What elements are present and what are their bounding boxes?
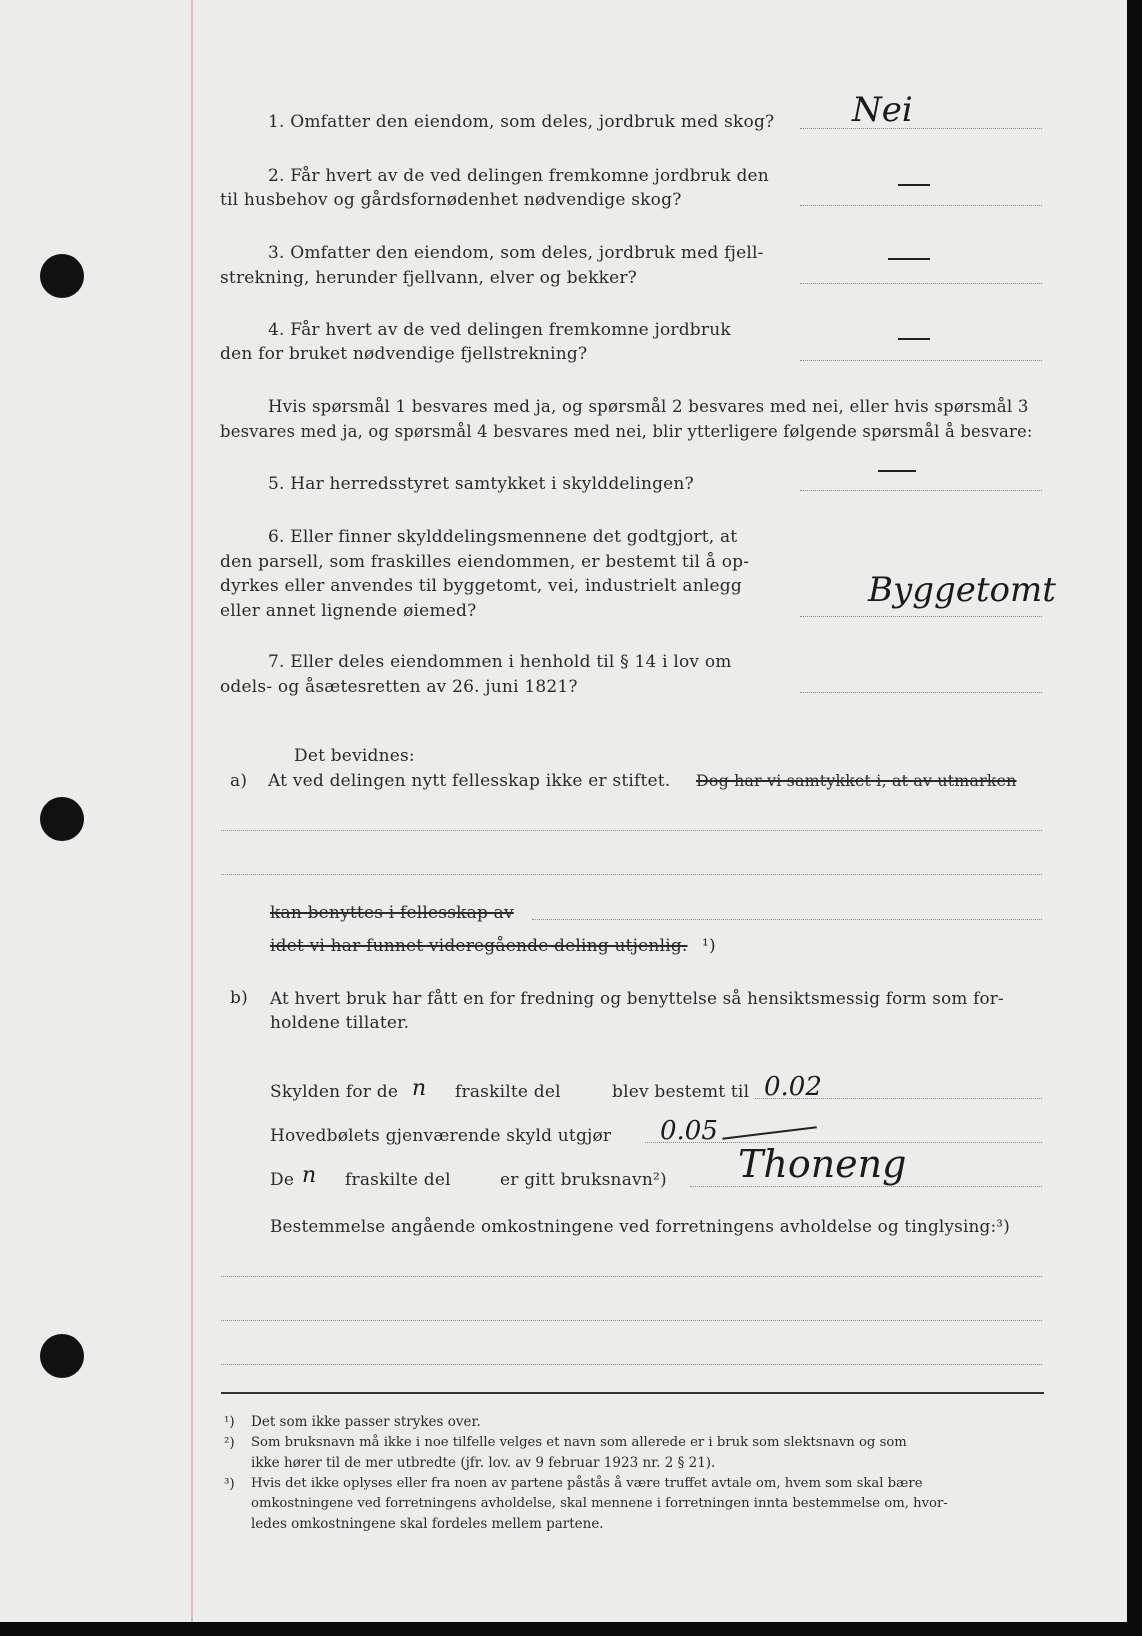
answer-dash — [898, 338, 930, 340]
attest-a-text: At ved delingen nytt fellesskap ikke er stiftet. — [268, 771, 671, 791]
skyld-label-a: Skylden for de — [270, 1082, 399, 1102]
attest-a-label: a) — [230, 771, 248, 791]
footnote-3-line-3: ledes omkostningene skal fordeles mellem partene. — [251, 1516, 604, 1532]
skyld-value: 0.02 — [764, 1072, 822, 1102]
bruksnavn-handwritten-n: n — [302, 1163, 317, 1188]
answer-dash — [878, 470, 916, 472]
margin-line — [191, 0, 193, 1622]
question-2-line-2: til husbehov og gårdsfornødenhet nødvendige skog? — [220, 190, 682, 210]
attest-a-struck-3: idet vi har funnet videregående deling utjenlig. — [270, 936, 688, 956]
answer-line — [800, 128, 1042, 129]
blank-line — [532, 919, 1042, 920]
answer-line — [800, 360, 1042, 361]
footnote-2-line-2: ikke hører til de mer utbredte (jfr. lov. av 9 februar 1923 nr. 2 § 21). — [251, 1455, 716, 1471]
footnote-1: Det som ikke passer strykes over. — [251, 1414, 481, 1430]
question-1: 1. Omfatter den eiendom, som deles, jordbruk med skog? — [268, 112, 775, 132]
question-3-line-2: strekning, herunder fjellvann, elver og bekker? — [220, 268, 637, 288]
field-line — [690, 1186, 1042, 1187]
answer-dash — [888, 258, 930, 260]
footnote-3-line-2: omkostningene ved forretningens avholdelse, skal mennene i forretningen innta bestemmelse om, hvor- — [251, 1496, 948, 1511]
question-7-line-1: 7. Eller deles eiendommen i henhold til § 14 i lov om — [268, 652, 732, 672]
attest-heading: Det bevidnes: — [294, 746, 415, 766]
footnote-3-mark: ³) — [224, 1476, 235, 1492]
question-2-line-1: 2. Får hvert av de ved delingen fremkomne jordbruk den — [268, 166, 769, 186]
footnote-3-line-1: Hvis det ikke oplyses eller fra noen av partene påstås å være truffet avtale om, hvem som skal bære — [251, 1476, 923, 1491]
attest-b-line-1: At hvert bruk har fått en for fredning og benyttelse så hensiktsmessig form som for- — [270, 988, 1004, 1008]
question-6-line-2: den parsell, som fraskilles eiendommen, er bestemt til å op- — [220, 552, 750, 572]
blank-line — [221, 830, 1042, 831]
answer-line — [800, 283, 1042, 284]
attest-a-struck: Dog har vi samtykket i, at av utmarken — [696, 771, 1017, 790]
omkostninger-label: Bestemmelse angående omkostningene ved forretningens avholdelse og tinglysing:³) — [270, 1216, 1010, 1236]
condition-line-1: Hvis spørsmål 1 besvares med ja, og spørsmål 2 besvares med nei, eller hvis spørsmål 3 — [268, 397, 1029, 416]
footnote-1-mark: ¹) — [224, 1414, 235, 1430]
footnote-ref: ¹) — [702, 936, 716, 956]
answer-dash — [898, 184, 930, 186]
blank-line — [221, 1320, 1042, 1321]
question-6-line-3: dyrkes eller anvendes til byggetomt, vei, industrielt anlegg — [220, 576, 742, 596]
blank-line — [221, 1276, 1042, 1277]
hovedbol-flourish — [722, 1126, 816, 1139]
question-6-answer: Byggetomt — [868, 570, 1056, 610]
hovedbol-label: Hovedbølets gjenværende skyld utgjør — [270, 1126, 612, 1146]
skyld-label-c: blev bestemt til — [612, 1082, 750, 1102]
punch-hole — [40, 254, 84, 298]
answer-line — [800, 616, 1042, 617]
skyld-label-b: fraskilte del — [455, 1082, 561, 1102]
question-5: 5. Har herredsstyret samtykket i skylddelingen? — [268, 474, 694, 494]
footnote-divider — [221, 1392, 1044, 1394]
footnote-2-mark: ²) — [224, 1435, 235, 1451]
punch-hole — [40, 797, 84, 841]
question-4-line-2: den for bruket nødvendige fjellstrekning? — [220, 344, 588, 364]
footnote-2-line-1: Som bruksnavn må ikke i noe tilfelle velges et navn som allerede er i bruk som slektsnavn og som — [251, 1435, 907, 1450]
attest-b-line-2: holdene tillater. — [270, 1013, 410, 1033]
bruksnavn-label-b: fraskilte del — [345, 1170, 451, 1190]
question-3-line-1: 3. Omfatter den eiendom, som deles, jordbruk med fjell- — [268, 243, 764, 263]
attest-a-struck-2: kan benyttes i fellesskap av — [270, 903, 514, 923]
condition-line-2: besvares med ja, og spørsmål 4 besvares med nei, blir ytterligere følgende spørsmål å besvare: — [220, 422, 1033, 441]
question-7-line-2: odels- og åsætesretten av 26. juni 1821? — [220, 677, 578, 697]
attest-b-label: b) — [230, 988, 248, 1008]
hovedbol-value: 0.05 — [660, 1116, 718, 1146]
blank-line — [221, 1364, 1042, 1365]
answer-line — [800, 692, 1042, 693]
bruksnavn-label-c: er gitt bruksnavn²) — [500, 1170, 667, 1190]
answer-line — [800, 490, 1042, 491]
question-1-answer: Nei — [852, 90, 913, 130]
bruksnavn-label-a: De — [270, 1170, 295, 1190]
skyld-handwritten-n: n — [412, 1076, 427, 1101]
punch-hole — [40, 1334, 84, 1378]
question-6-line-4: eller annet lignende øiemed? — [220, 601, 477, 621]
question-4-line-1: 4. Får hvert av de ved delingen fremkomne jordbruk — [268, 320, 731, 340]
answer-line — [800, 205, 1042, 206]
question-6-line-1: 6. Eller finner skylddelingsmennene det godtgjort, at — [268, 527, 738, 547]
bruksnavn-value: Thoneng — [738, 1142, 907, 1186]
blank-line — [221, 874, 1042, 875]
